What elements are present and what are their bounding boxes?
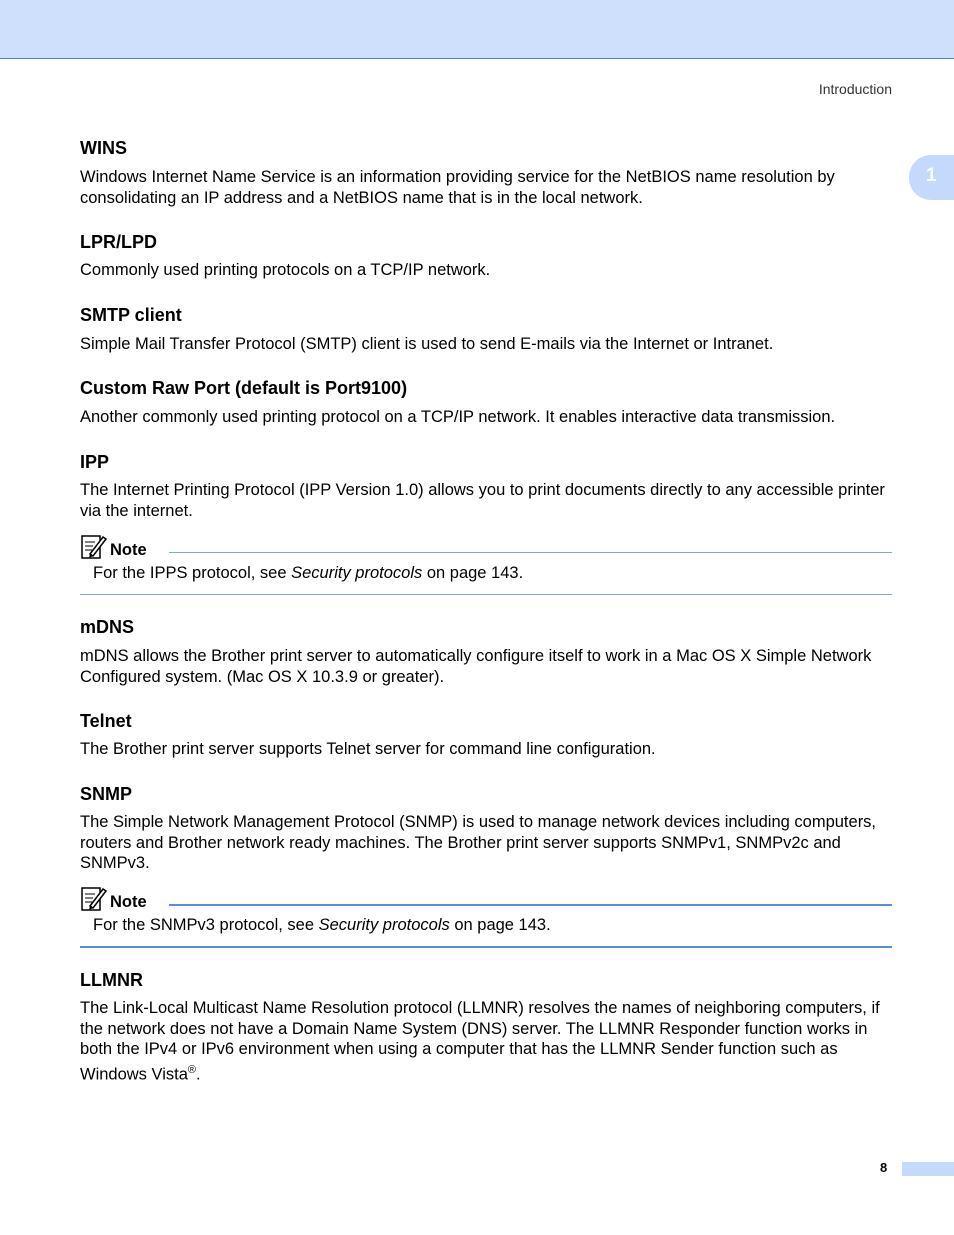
top-header-band — [0, 0, 954, 59]
note-pencil-icon — [80, 885, 108, 913]
section-body-ipp: The Internet Printing Protocol (IPP Version 1.0) allows you to print documents directly to any accessible printer via the internet. — [80, 481, 885, 520]
note-bottom-rule — [80, 594, 892, 595]
section-title-llmnr: LLMNR — [80, 970, 143, 990]
chapter-tab[interactable]: 1 — [909, 155, 954, 200]
llmnr-body-text: The Link-Local Multicast Name Resolution protocol (LLMNR) resolves the names of neighboring computers, if the network does not have a Domain Name System (DNS) server. The LLMNR Responder function works in both the IPv4 or IPv6 environment when using a computer that has the LLMNR Sender function such as Windows Vista — [80, 999, 880, 1083]
section-body-telnet: The Brother print server supports Telnet server for command line configuration. — [80, 740, 656, 758]
note-header — [80, 533, 892, 563]
section-title-wins: WINS — [80, 138, 127, 158]
page-number-bar — [902, 1162, 954, 1176]
note-label: Note — [110, 541, 147, 559]
section-body-lpr-lpd: Commonly used printing protocols on a TCP/IP network. — [80, 261, 491, 279]
note-header — [80, 885, 892, 915]
section-title-custom-raw-port: Custom Raw Port (default is Port9100) — [80, 378, 408, 398]
note-top-rule — [169, 552, 892, 553]
page-number: 8 — [880, 1160, 888, 1175]
note-text-after: on page 143. — [449, 916, 551, 934]
note-text-before: For the SNMPv3 protocol, see — [93, 916, 319, 934]
section-body-wins: Windows Internet Name Service is an information providing service for the NetBIOS name resolution by consolidating an IP address and a NetBIOS name that is in the local network. — [80, 168, 835, 207]
section-body-snmp: The Simple Network Management Protocol (SNMP) is used to manage network devices including computers, routers and Brother network ready machines. The Brother print server supports SNMPv1, SNMPv2c and SNMPv3. — [80, 813, 877, 872]
section-title-mdns: mDNS — [80, 617, 135, 637]
section-body-llmnr — [80, 998, 892, 1085]
note-ipps — [80, 533, 892, 595]
section-body-custom-raw-port: Another commonly used printing protocol on a TCP/IP network. It enables interactive data transmission. — [80, 408, 836, 426]
section-title-smtp-client: SMTP client — [80, 305, 182, 325]
note-label: Note — [110, 893, 147, 911]
note-text-before: For the IPPS protocol, see — [93, 564, 292, 582]
section-title-snmp: SNMP — [80, 784, 133, 804]
note-text — [93, 915, 892, 936]
note-pencil-icon — [80, 533, 108, 561]
note-reference-link[interactable]: Security protocols — [318, 916, 450, 934]
section-title-telnet: Telnet — [80, 711, 132, 731]
section-title-lpr-lpd: LPR/LPD — [80, 232, 158, 252]
llmnr-body-end: . — [196, 1065, 201, 1083]
section-body-mdns: mDNS allows the Brother print server to automatically configure itself to work in a Mac OS X Simple Network Configured system. (Mac OS X 10.3.9 or greater). — [80, 647, 872, 686]
note-reference-link[interactable]: Security protocols — [291, 564, 423, 582]
note-top-rule — [169, 904, 892, 906]
note-bottom-rule — [80, 946, 892, 948]
note-text — [93, 563, 892, 584]
note-text-after: on page 143. — [422, 564, 524, 582]
registered-mark: ® — [187, 1063, 197, 1076]
section-body-smtp-client: Simple Mail Transfer Protocol (SMTP) client is used to send E-mails via the Internet or Intranet. — [80, 335, 774, 353]
section-title-ipp: IPP — [80, 452, 110, 472]
running-head: Introduction — [818, 81, 892, 97]
note-snmpv3 — [80, 885, 892, 948]
